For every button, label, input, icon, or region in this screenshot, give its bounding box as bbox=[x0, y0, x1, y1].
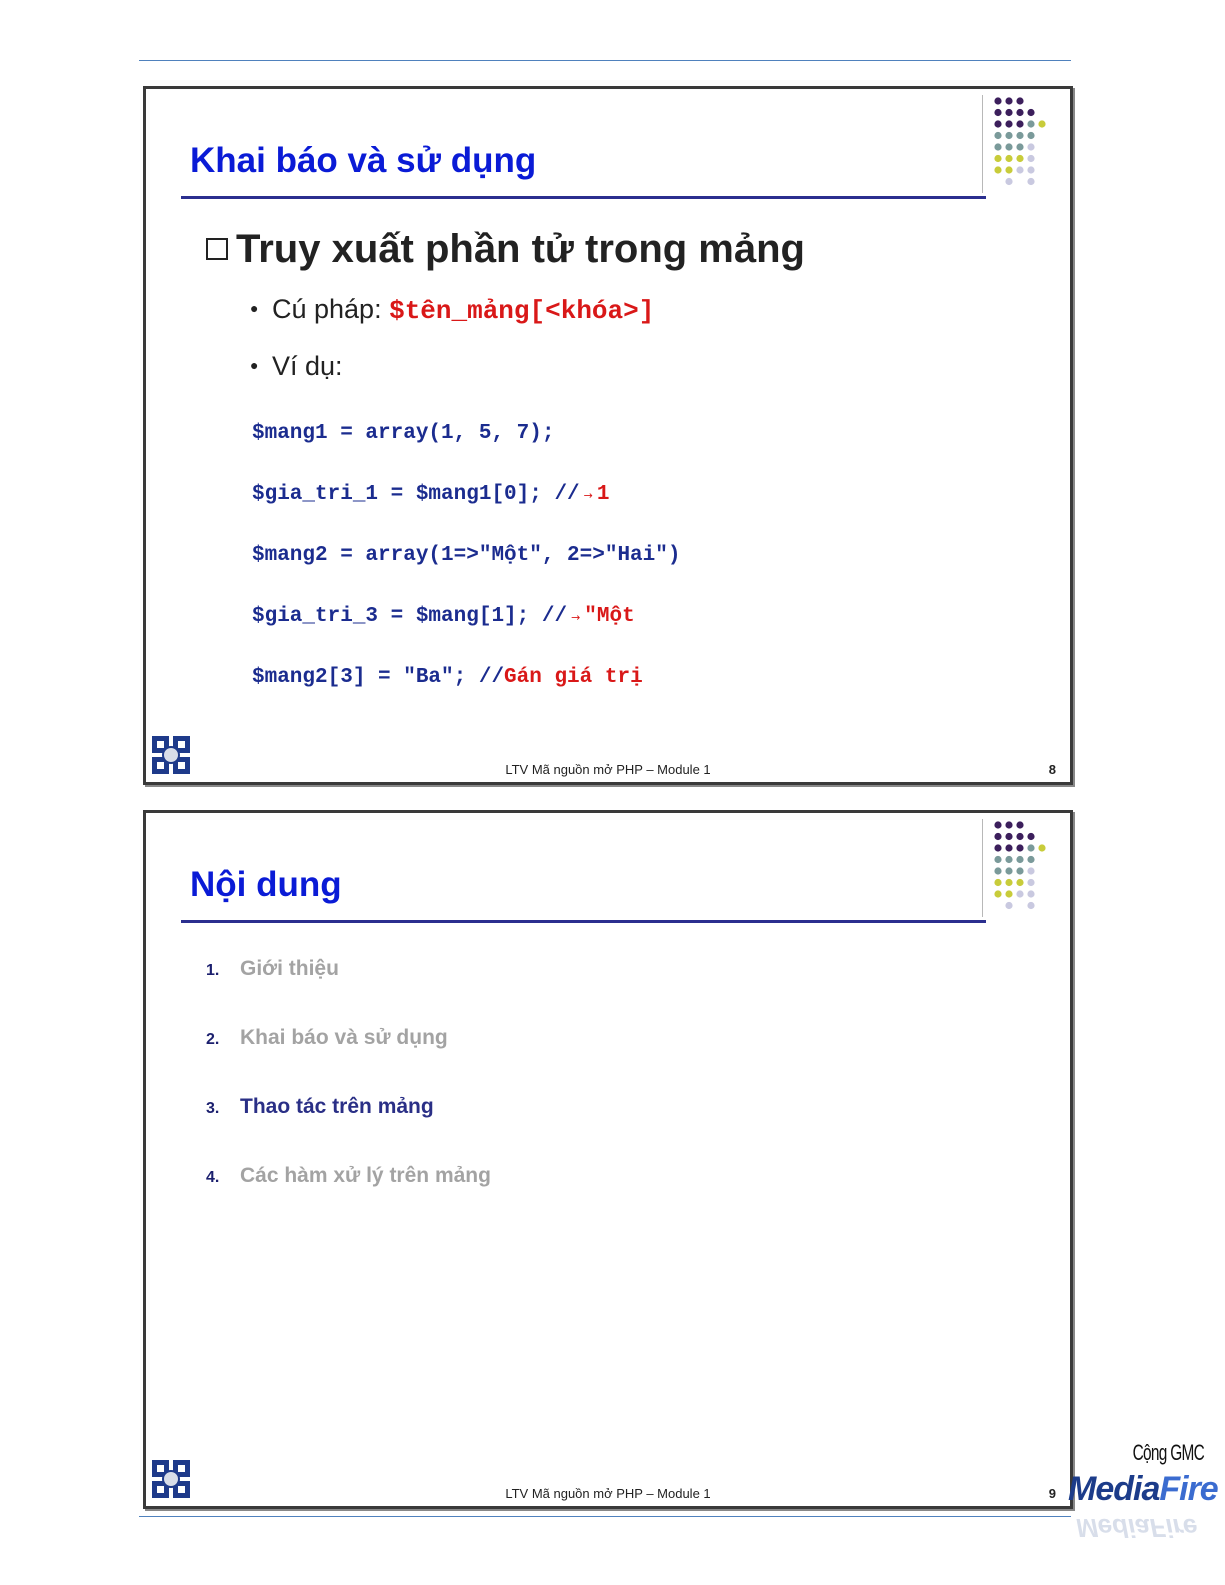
decorative-dot bbox=[994, 97, 1001, 104]
decorative-dot bbox=[1027, 120, 1034, 127]
decorative-dot bbox=[994, 890, 1001, 897]
decorative-dot bbox=[994, 155, 1001, 162]
toc-label: Thao tác trên mảng bbox=[240, 1095, 434, 1118]
decorative-dot bbox=[1027, 844, 1034, 851]
decorative-dot bbox=[1005, 902, 1012, 909]
slide-title: Nội dung bbox=[190, 865, 342, 904]
decorative-dot bbox=[1027, 132, 1034, 139]
decorative-dot bbox=[994, 879, 1001, 886]
decorative-dot bbox=[1027, 178, 1034, 185]
decorative-dot bbox=[1027, 833, 1034, 840]
toc-item bbox=[206, 957, 339, 981]
watermark-top-text: Cộng GMC bbox=[1132, 1440, 1204, 1465]
decorative-dot bbox=[1038, 120, 1045, 127]
decorative-dot bbox=[1005, 143, 1012, 150]
decorative-dot bbox=[1027, 166, 1034, 173]
decorative-dots-icon bbox=[992, 95, 1062, 195]
slide-8 bbox=[143, 86, 1073, 785]
dots-separator bbox=[982, 95, 983, 193]
decorative-dot bbox=[1038, 844, 1045, 851]
decorative-dot bbox=[1016, 143, 1023, 150]
decorative-dot bbox=[1027, 890, 1034, 897]
decorative-dot bbox=[1005, 879, 1012, 886]
slide-9 bbox=[143, 810, 1073, 1509]
decorative-dots-icon bbox=[992, 819, 1062, 919]
mediafire-watermark bbox=[1068, 1440, 1218, 1543]
decorative-dot bbox=[1005, 890, 1012, 897]
decorative-dot bbox=[1016, 867, 1023, 874]
page-bottom-rule bbox=[139, 1516, 1071, 1517]
code-line-2-result: 1 bbox=[596, 483, 610, 506]
slide-footer: LTV Mã nguồn mở PHP – Module 1 bbox=[505, 762, 711, 777]
decorative-dot bbox=[1005, 132, 1012, 139]
watermark-brand-b: Fire bbox=[1159, 1470, 1218, 1508]
code-line-3: $mang2 = array(1=>"Một", 2=>"Hai") bbox=[252, 544, 681, 567]
title-underline bbox=[181, 196, 986, 199]
toc-label: Các hàm xử lý trên mảng bbox=[240, 1164, 491, 1187]
syntax-code: $tên_mảng[<khóa>] bbox=[389, 296, 655, 326]
arrow-icon: → bbox=[583, 489, 593, 502]
decorative-dot bbox=[1016, 155, 1023, 162]
page-number: 8 bbox=[1048, 762, 1056, 777]
decorative-dot bbox=[1005, 109, 1012, 116]
decorative-dot bbox=[1027, 867, 1034, 874]
decorative-dot bbox=[994, 856, 1001, 863]
syntax-label: Cú pháp: bbox=[271, 294, 382, 324]
code-line-4-result: "Một bbox=[584, 605, 635, 628]
toc-label: Giới thiệu bbox=[240, 957, 339, 980]
slide-footer: LTV Mã nguồn mở PHP – Module 1 bbox=[505, 1486, 711, 1501]
decorative-dot bbox=[1016, 97, 1023, 104]
code-line-2 bbox=[252, 483, 609, 506]
arrow-icon: → bbox=[571, 611, 581, 624]
decorative-dot bbox=[1016, 821, 1023, 828]
code-line-5-text: $mang2[3] = "Ba"; // bbox=[252, 666, 505, 689]
toc-item bbox=[206, 1164, 491, 1188]
decorative-dot bbox=[1027, 856, 1034, 863]
decorative-dot bbox=[1027, 879, 1034, 886]
decorative-dot bbox=[1005, 856, 1012, 863]
toc-item bbox=[206, 1095, 434, 1119]
code-line-4 bbox=[252, 605, 635, 628]
decorative-dot bbox=[1005, 178, 1012, 185]
code-line-5 bbox=[252, 666, 643, 689]
decorative-dot bbox=[1016, 879, 1023, 886]
toc-label: Khai báo và sử dụng bbox=[240, 1026, 448, 1049]
decorative-dot bbox=[1005, 97, 1012, 104]
decorative-dot bbox=[1027, 155, 1034, 162]
decorative-dot bbox=[994, 867, 1001, 874]
code-line-2-text: $gia_tri_1 = $mang1[0]; // bbox=[252, 483, 580, 506]
decorative-dot bbox=[1016, 109, 1023, 116]
code-line-4-text: $gia_tri_3 = $mang[1]; // bbox=[252, 605, 568, 628]
decorative-dot bbox=[1005, 155, 1012, 162]
checkbox-bullet-icon bbox=[206, 238, 228, 260]
decorative-dot bbox=[994, 844, 1001, 851]
code-line-5-comment: Gán giá trị bbox=[504, 666, 643, 689]
toc-number: 3. bbox=[206, 1100, 220, 1117]
decorative-dot bbox=[1005, 120, 1012, 127]
watermark-brand-a: Media bbox=[1068, 1470, 1160, 1508]
code-line-1: $mang1 = array(1, 5, 7); bbox=[252, 422, 555, 445]
decorative-dot bbox=[1016, 166, 1023, 173]
title-underline bbox=[181, 920, 986, 923]
decorative-dot bbox=[1016, 890, 1023, 897]
syntax-bullet bbox=[250, 294, 654, 326]
slide-title: Khai báo và sử dụng bbox=[190, 141, 537, 180]
decorative-dot bbox=[1005, 867, 1012, 874]
watermark-reflection: MediaFire bbox=[1076, 1513, 1198, 1543]
watermark-brand bbox=[1068, 1470, 1218, 1509]
decorative-dot bbox=[1005, 833, 1012, 840]
decorative-dot bbox=[994, 821, 1001, 828]
decorative-dot bbox=[1016, 856, 1023, 863]
section-heading bbox=[206, 227, 805, 272]
decorative-dot bbox=[1016, 844, 1023, 851]
decorative-dot bbox=[1027, 143, 1034, 150]
decorative-dot bbox=[994, 143, 1001, 150]
example-bullet bbox=[250, 351, 343, 382]
decorative-dot bbox=[994, 120, 1001, 127]
toc-number: 1. bbox=[206, 962, 220, 979]
decorative-dot bbox=[994, 109, 1001, 116]
example-label: Ví dụ: bbox=[271, 351, 343, 381]
decorative-dot bbox=[994, 833, 1001, 840]
dots-separator bbox=[982, 819, 983, 917]
page-top-rule bbox=[139, 60, 1071, 61]
decorative-dot bbox=[994, 166, 1001, 173]
toc-number: 2. bbox=[206, 1031, 220, 1048]
decorative-dot bbox=[994, 132, 1001, 139]
decorative-dot bbox=[1027, 902, 1034, 909]
toc-number: 4. bbox=[206, 1169, 220, 1186]
decorative-dot bbox=[1016, 120, 1023, 127]
decorative-dot bbox=[1005, 166, 1012, 173]
decorative-dot bbox=[1005, 821, 1012, 828]
decorative-dot bbox=[1005, 844, 1012, 851]
page-number: 9 bbox=[1048, 1486, 1056, 1501]
toc-item bbox=[206, 1026, 448, 1050]
section-heading-text: Truy xuất phần tử trong mảng bbox=[236, 227, 805, 271]
decorative-dot bbox=[1016, 833, 1023, 840]
decorative-dot bbox=[1016, 132, 1023, 139]
decorative-dot bbox=[1027, 109, 1034, 116]
